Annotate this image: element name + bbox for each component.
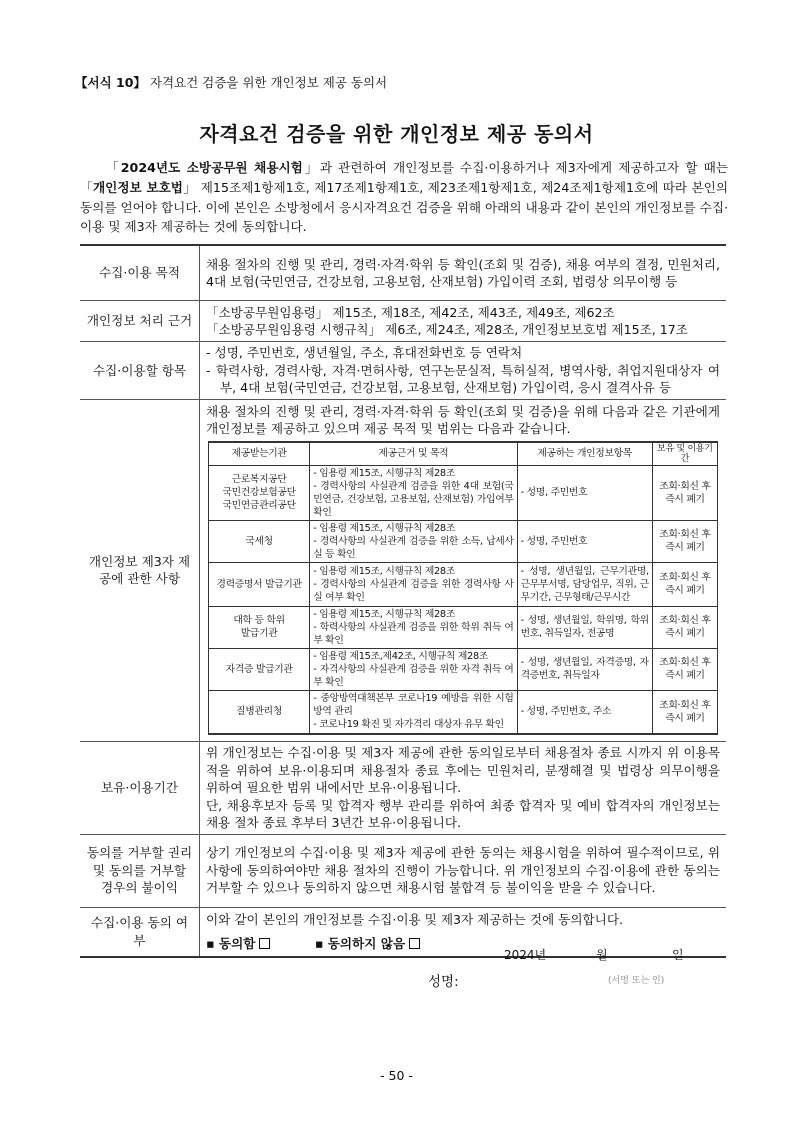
intro-exam-close: 」 (302, 160, 320, 175)
intro-exam-open: 「 (106, 160, 121, 175)
provision-items: - 성명, 주민번호 (517, 520, 652, 562)
provision-items: - 성명, 생년월일, 학위명, 학위번호, 취득일자, 전공명 (517, 606, 652, 648)
basis-line-1: 「소방공무원임용령」 제15조, 제18조, 제42조, 제43조, 제49조, 제62조 (206, 304, 615, 320)
provision-basis: - 임용령 제15조, 시행규칙 제28조 - 경력사항의 사실관계 검증을 위한 4대 보험(국민연금, 건강보험, 고용보험, 산재보험) 가입여부 확인 (310, 465, 517, 520)
provision-header-org: 제공받는기관 (209, 442, 310, 466)
provision-period: 조회·회신 후 즉시 폐기 (652, 648, 717, 690)
refusal-label: 동의를 거부할 권리 및 동의를 거부할 경우의 불이익 (80, 834, 200, 907)
retention-para-2: 단, 채용후보자 등록 및 합격자 행부 관리를 위하여 최종 합격자 및 예비 합격자의 개인정보는 채용 절차 종료 후부터 3년간 보유·이용됩니다. (206, 797, 720, 830)
purpose-row (80, 245, 726, 301)
purpose-content: 채용 절차의 진행 및 관리, 경력·자격·학위 등 확인(조회 및 검증), 채용 여부의 결정, 민원처리, 4대 보험(국민연금, 건강보험, 고용보험, 산재보험) 가입이력 조회, 법령상 의무이행 등 (200, 245, 727, 301)
third-party-intro: 채용 절차의 진행 및 관리, 경력·자격·학위 등 확인(조회 및 검증)을 위해 다음과 같은 기관에게 개인정보를 제공하고 있으며 제공 목적 및 범위는 다음과 같습니다. (206, 403, 720, 436)
date-day: 일 (672, 948, 684, 962)
intro-paragraph (80, 158, 728, 237)
intro-text-1: 과 관련하여 개인정보를 수집·이용하거나 제3자에게 제공하고자 할 때는 「 (80, 160, 729, 195)
provision-org: 대학 등 학위 발급기관 (209, 606, 310, 648)
provision-org: 경력증명서 발급기관 (209, 562, 310, 606)
intro-law-name: 개인정보 보호법 (93, 179, 183, 195)
provision-header-row (209, 442, 718, 466)
consent-content (200, 907, 727, 957)
agree-checkbox[interactable] (259, 938, 270, 949)
provision-basis: - 임용령 제15조, 시행규칙 제28조 - 경력사항의 사실관계 검증을 위한 소득, 납세사실 등 확인 (310, 520, 517, 562)
disagree-label: ▪ 동의하지 않음 (314, 935, 406, 951)
intro-text-2: 」 제15조제1항제1호, 제17조제1항제1호, 제23조제1항제1호, 제24조제1항제1호에 따라 본인의 동의를 얻어야 합니다. 이에 본인은 소방청에서 응시자격요건 검증을 위해 아래의 내용과 같이 본인의 개인정보를 수집·이용 및 제3자 제공하는 것에 동의합니다. (80, 179, 728, 235)
page-number: - 50 - (380, 1068, 413, 1083)
signature-label: 성명: (428, 974, 459, 990)
provision-header-period: 보유 및 이용기간 (652, 442, 717, 466)
basis-content (200, 301, 727, 342)
purpose-label: 수집·이용 목적 (80, 245, 200, 301)
retention-label: 보유·이용기간 (80, 742, 200, 835)
provision-items: - 성명, 생년월일, 자격증명, 자격증번호, 취득일자 (517, 648, 652, 690)
consent-statement: 이와 같이 본인의 개인정보를 수집·이용 및 제3자 제공하는 것에 동의합니다. (206, 912, 624, 927)
retention-row (80, 742, 726, 835)
date-year: 2024년 (504, 948, 547, 962)
refusal-content: 상기 개인정보의 수집·이용 및 제3자 제공에 관한 동의는 채용시험을 위하여 필수적이므로, 위 사항에 동의하여야만 채용 절차의 진행이 가능합니다. 위 개인정보의 수집·이용에 관한 동의는 거부할 수 있으나 동의하지 않으면 채용시험 불합격 등 불이익을 받을 수 있습니다. (200, 834, 727, 907)
third-party-content (200, 399, 727, 742)
disagree-checkbox[interactable] (409, 938, 420, 949)
provision-org: 자격증 발급기관 (209, 648, 310, 690)
consent-table (80, 244, 726, 958)
provision-row (209, 690, 718, 734)
provision-table (208, 441, 718, 736)
provision-org: 국세청 (209, 520, 310, 562)
provision-org: 질병관리청 (209, 690, 310, 734)
items-label: 수집·이용할 항목 (80, 342, 200, 400)
provision-period: 조회·회신 후 즉시 폐기 (652, 690, 717, 734)
consent-row (80, 907, 726, 957)
provision-row (209, 648, 718, 690)
disagree-option[interactable] (315, 935, 420, 953)
provision-items: - 성명, 주민번호, 주소 (517, 690, 652, 734)
provision-row (209, 606, 718, 648)
form-name: 자격요건 검증을 위한 개인정보 제공 동의서 (149, 75, 388, 90)
provision-period: 조회·회신 후 즉시 폐기 (652, 562, 717, 606)
provision-basis: - 임용령 제15조,제42조, 시행규칙 제28조 - 자격사항의 사실관계 검증을 위한 자격 취득 여부 확인 (310, 648, 517, 690)
provision-items: - 성명, 생년월일, 근무기관명, 근무부서명, 담당업무, 직위, 근무기간, 근무형태/근무시간 (517, 562, 652, 606)
items-row (80, 342, 726, 400)
form-number: 【서식 10】 (75, 75, 146, 90)
basis-row (80, 301, 726, 342)
retention-content (200, 742, 727, 835)
document-title: 자격요건 검증을 위한 개인정보 제공 동의서 (199, 122, 594, 146)
provision-row (209, 562, 718, 606)
refusal-row (80, 834, 726, 907)
third-party-label: 개인정보 제3자 제공에 관한 사항 (80, 399, 200, 742)
provision-period: 조회·회신 후 즉시 폐기 (652, 606, 717, 648)
signature-line (428, 970, 728, 990)
agree-option[interactable] (206, 935, 270, 953)
provision-basis: - 임용령 제15조, 시행규칙 제28조 - 경력사항의 사실관계 검증을 위한 경력사항 사실 여부 확인 (310, 562, 517, 606)
items-line-2: - 학력사항, 경력사항, 자격·면허사항, 연구논문실적, 특허실적, 병역사항, 취업지원대상자 여부, 4대 보험(국민연금, 건강보험, 고용보험, 산재보험) 가입이력, 응시 결격사유 등 (206, 362, 720, 395)
provision-period: 조회·회신 후 즉시 폐기 (652, 520, 717, 562)
consent-label: 수집·이용 동의 여부 (80, 907, 200, 957)
provision-basis: - 임용령 제15조, 시행규칙 제28조 - 학력사항의 사실관계 검증을 위한 학위 취득 여부 확인 (310, 606, 517, 648)
provision-header-basis: 제공근거 및 목적 (310, 442, 517, 466)
retention-para-1: 위 개인정보는 수집·이용 및 제3자 제공에 관한 동의일로부터 채용절차 종료 시까지 위 이용목적을 위하여 보유·이용되며 채용절차 종료 후에는 민원처리, 분쟁해결 및 법령상 의무이행을 위하여 필요한 범위 내에서만 보유·이용됩니다. (206, 745, 720, 795)
provision-row (209, 465, 718, 520)
intro-exam-name: 2024년도 소방공무원 채용시험 (120, 160, 303, 175)
basis-label: 개인정보 처리 근거 (80, 301, 200, 342)
consent-options (206, 935, 720, 953)
provision-items: - 성명, 주민번호 (517, 465, 652, 520)
items-content (200, 342, 727, 400)
signature-hint: (서명 또는 인) (608, 976, 665, 986)
provision-row (209, 520, 718, 562)
provision-header-items: 제공하는 개인정보항목 (517, 442, 652, 466)
date-month: 월 (596, 948, 608, 962)
third-party-row (80, 399, 726, 742)
basis-line-2: 「소방공무원임용령 시행규칙」 제6조, 제24조, 제28조, 개인정보보호법 제15조, 17조 (206, 322, 688, 337)
agree-label: ▪ 동의함 (206, 935, 256, 951)
provision-org: 근로복지공단 국민건강보험공단 국민연금관리공단 (209, 465, 310, 520)
provision-period: 조회·회신 후 즉시 폐기 (652, 465, 717, 520)
provision-basis: - 중앙방역대책본부 코로나19 예방을 위한 시험방역 관리 - 코로나19 확진 및 자가격리 대상자 유무 확인 (310, 690, 517, 734)
form-label (75, 73, 387, 91)
items-line-1: - 성명, 주민번호, 생년월일, 주소, 휴대전화번호 등 연락처 (206, 345, 523, 360)
